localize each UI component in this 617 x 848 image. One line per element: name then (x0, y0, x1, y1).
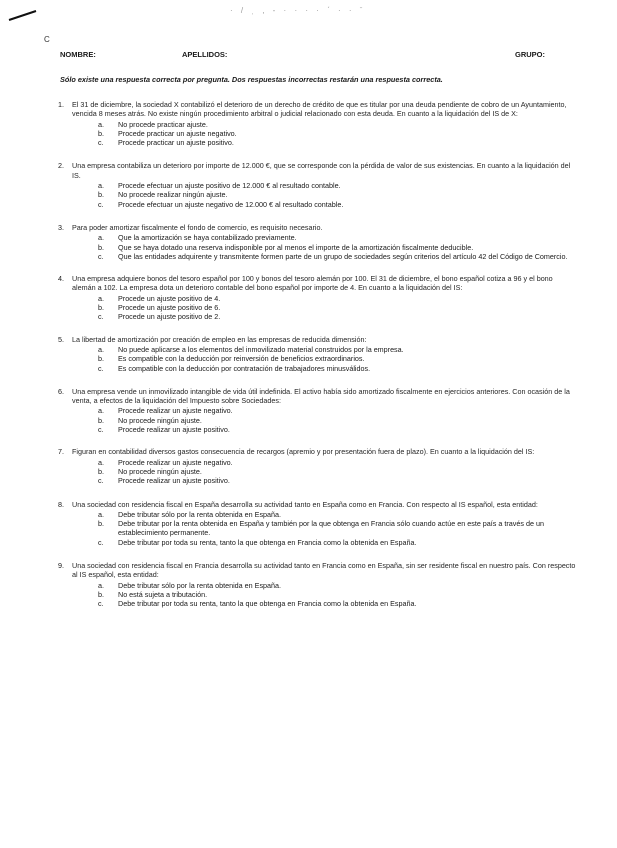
option-text: Procede practicar un ajuste positivo. (118, 138, 234, 148)
question-5 (58, 335, 578, 373)
answer-options (98, 120, 578, 148)
question-6 (58, 387, 578, 434)
option-letter: b. (98, 589, 104, 599)
option-text: Procede un ajuste positivo de 6. (118, 303, 221, 313)
apellidos-label: APELLIDOS: (182, 50, 228, 59)
answer-option-b[interactable] (98, 354, 578, 363)
option-letter: a. (98, 344, 104, 354)
answer-option-a[interactable] (98, 120, 578, 129)
corner-mark: C (44, 35, 50, 44)
question-number: 3. (58, 222, 64, 232)
question-number: 4. (58, 274, 64, 284)
option-letter: a. (98, 580, 104, 590)
option-letter: b. (98, 190, 104, 200)
question-text: Una empresa adquiere bonos del tesoro español por 100 y bonos del tesoro alemán por 100. El 31 de diciembre, el bono español cotiza a 96 y el bono alemán a 102. La empresa dota un deterioro contable del bono español por importe de 4. En cuanto a la liquidación del IS: (72, 274, 553, 293)
answer-options (98, 510, 578, 547)
option-text: No procede practicar ajuste. (118, 119, 208, 129)
question-3 (58, 223, 578, 261)
exam-instructions: Sólo existe una respuesta correcta por pregunta. Dos respuestas incorrectas restarán una respuesta correcta. (60, 75, 443, 84)
header-scribble: · / ˌ , - · · · · ˊ · · ˉ (230, 6, 366, 15)
answer-option-a[interactable] (98, 581, 578, 590)
question-number: 7. (58, 447, 64, 457)
answer-option-c[interactable] (98, 476, 578, 485)
answer-option-c[interactable] (98, 599, 578, 608)
answer-options (98, 181, 578, 209)
question-text: Una empresa vende un inmovilizado intangible de vida útil indefinida. El activo había sido amortizado fiscalmente en ejercicios anteriores. Con ocasión de la venta, a efectos de la liquidación del Impuesto sobre Sociedades: (72, 386, 570, 406)
option-text: Que las entidades adquirente y transmitente formen parte de un grupo de sociedades según criterios del artículo 42 del Código de Comercio. (118, 251, 568, 261)
question-text: El 31 de diciembre, la sociedad X contabilizó el deterioro de un derecho de crédito de que es titular por una deuda pendiente de cobro de un Ayuntamiento, vencida 8 meses atrás. No existe ningún procedimiento arbitral o judicial relacionado con esta deuda. En cuanto a la liquidación del IS de X: (72, 100, 567, 119)
option-text: Procede un ajuste positivo de 4. (118, 293, 221, 303)
option-text: No procede realizar ningún ajuste. (118, 190, 228, 200)
option-letter: a. (98, 457, 104, 467)
option-letter: b. (98, 415, 104, 425)
question-text: Una sociedad con residencia fiscal en España desarrolla su actividad tanto en España como en Francia. Con respecto al IS español, esta entidad: (72, 499, 538, 509)
option-text: Debe tributar sólo por la renta obtenida en España. (118, 509, 282, 519)
answer-option-c[interactable] (98, 425, 578, 434)
option-letter: c. (98, 138, 104, 148)
student-fields (60, 50, 560, 62)
answer-option-b[interactable] (98, 190, 578, 199)
option-text: No procede ningún ajuste. (118, 466, 202, 476)
question-number: 9. (58, 560, 64, 570)
question-list (58, 100, 578, 620)
answer-option-b[interactable] (98, 416, 578, 425)
option-letter: a. (98, 181, 104, 191)
option-text: Procede un ajuste positivo de 2. (118, 312, 221, 322)
question-4 (58, 274, 578, 321)
option-letter: b. (98, 354, 104, 364)
answer-option-c[interactable] (98, 252, 578, 261)
answer-options (98, 406, 578, 434)
question-text: Una sociedad con residencia fiscal en Francia desarrolla su actividad tanto en Francia como en España, sin ser residente fiscal en nuestro país. Con respecto al IS español, esta entidad: (72, 560, 576, 580)
question-text: La libertad de amortización por creación de empleo en las empresas de reducida dimensión: (72, 334, 367, 344)
option-text: Es compatible con la deducción por reinversión de beneficios extraordinarios. (118, 354, 365, 364)
answer-options (98, 233, 578, 261)
answer-option-b[interactable] (98, 129, 578, 138)
question-number: 5. (58, 334, 64, 344)
answer-options (98, 458, 578, 486)
answer-option-a[interactable] (98, 406, 578, 415)
option-text: Debe tributar sólo por la renta obtenida en España. (118, 580, 282, 590)
answer-option-b[interactable] (98, 303, 578, 312)
option-text: Que la amortización se haya contabilizado previamente. (118, 233, 297, 243)
option-letter: c. (98, 425, 104, 435)
answer-option-a[interactable] (98, 233, 578, 242)
option-letter: c. (98, 312, 104, 322)
question-number: 6. (58, 386, 64, 396)
option-letter: b. (98, 242, 104, 252)
answer-options (98, 581, 578, 609)
question-9 (58, 561, 578, 608)
nombre-label: NOMBRE: (60, 50, 96, 59)
question-text: Figuran en contabilidad diversos gastos consecuencia de recargos (apremio y por presentación fuera de plazo). En cuanto a la liquidación del IS: (72, 447, 535, 457)
answer-option-c[interactable] (98, 312, 578, 321)
answer-option-a[interactable] (98, 345, 578, 354)
option-letter: b. (98, 303, 104, 313)
answer-options (98, 294, 578, 322)
question-number: 1. (58, 100, 64, 109)
answer-option-c[interactable] (98, 538, 578, 547)
answer-option-c[interactable] (98, 364, 578, 373)
question-text: Una empresa contabiliza un deterioro por importe de 12.000 €, que se corresponde con la pérdida de valor de sus existencias. En cuanto a la liquidación del IS. (72, 161, 571, 180)
option-letter: c. (98, 251, 104, 261)
option-text: Procede efectuar un ajuste positivo de 12.000 € al resultado contable. (118, 181, 341, 191)
answer-option-b[interactable] (98, 243, 578, 252)
option-text: Procede realizar un ajuste negativo. (118, 457, 233, 467)
option-letter: b. (98, 466, 104, 476)
option-text: Procede efectuar un ajuste negativo de 12.000 € al resultado contable. (118, 199, 344, 209)
option-letter: b. (98, 128, 104, 138)
option-letter: c. (98, 476, 104, 486)
option-text: No está sujeta a tributación. (118, 589, 208, 599)
option-text: No procede ningún ajuste. (118, 415, 202, 425)
answer-option-b[interactable] (98, 519, 578, 538)
option-letter: b. (98, 519, 104, 529)
option-letter: a. (98, 509, 104, 519)
grupo-label: GRUPO: (515, 50, 545, 59)
answer-option-a[interactable] (98, 458, 578, 467)
option-text: Debe tributar por toda su renta, tanto la que obtenga en Francia como la obtenida en España. (118, 537, 417, 547)
scan-stroke-mark (8, 8, 38, 22)
question-number: 2. (58, 161, 64, 171)
option-text: Procede realizar un ajuste negativo. (118, 406, 233, 416)
option-letter: a. (98, 119, 104, 129)
answer-option-a[interactable] (98, 294, 578, 303)
option-text: No puede aplicarse a los elementos del inmovilizado material construidos por la empresa. (118, 344, 404, 354)
option-letter: a. (98, 233, 104, 243)
option-text: Que se haya dotado una reserva indisponible por al menos el importe de la amortización fiscalmente deducible. (118, 242, 474, 252)
option-letter: a. (98, 406, 104, 416)
option-text: Es compatible con la deducción por contratación de trabajadores minusválidos. (118, 363, 371, 373)
option-text: Procede realizar un ajuste positivo. (118, 425, 230, 435)
option-text: Debe tributar por la renta obtenida en España y también por la que obtenga en Francia sólo cuando actúe en este país a través de un establecimiento permanente. (118, 519, 544, 538)
answer-option-a[interactable] (98, 510, 578, 519)
option-text: Procede practicar un ajuste negativo. (118, 128, 237, 138)
option-letter: c. (98, 599, 104, 609)
option-letter: c. (98, 537, 104, 547)
answer-option-b[interactable] (98, 590, 578, 599)
question-1 (58, 100, 578, 147)
question-7 (58, 447, 578, 485)
option-letter: a. (98, 293, 104, 303)
option-text: Procede realizar un ajuste positivo. (118, 476, 230, 486)
answer-option-c[interactable] (98, 138, 578, 147)
answer-option-c[interactable] (98, 200, 578, 209)
option-letter: c. (98, 199, 104, 209)
answer-option-b[interactable] (98, 467, 578, 476)
answer-options (98, 345, 578, 373)
question-8 (58, 500, 578, 547)
answer-option-a[interactable] (98, 181, 578, 190)
question-2 (58, 161, 578, 208)
option-letter: c. (98, 363, 104, 373)
option-text: Debe tributar por toda su renta, tanto la que obtenga en Francia como la obtenida en España. (118, 599, 417, 609)
question-text: Para poder amortizar fiscalmente el fondo de comercio, es requisito necesario. (72, 222, 323, 232)
question-number: 8. (58, 499, 64, 509)
